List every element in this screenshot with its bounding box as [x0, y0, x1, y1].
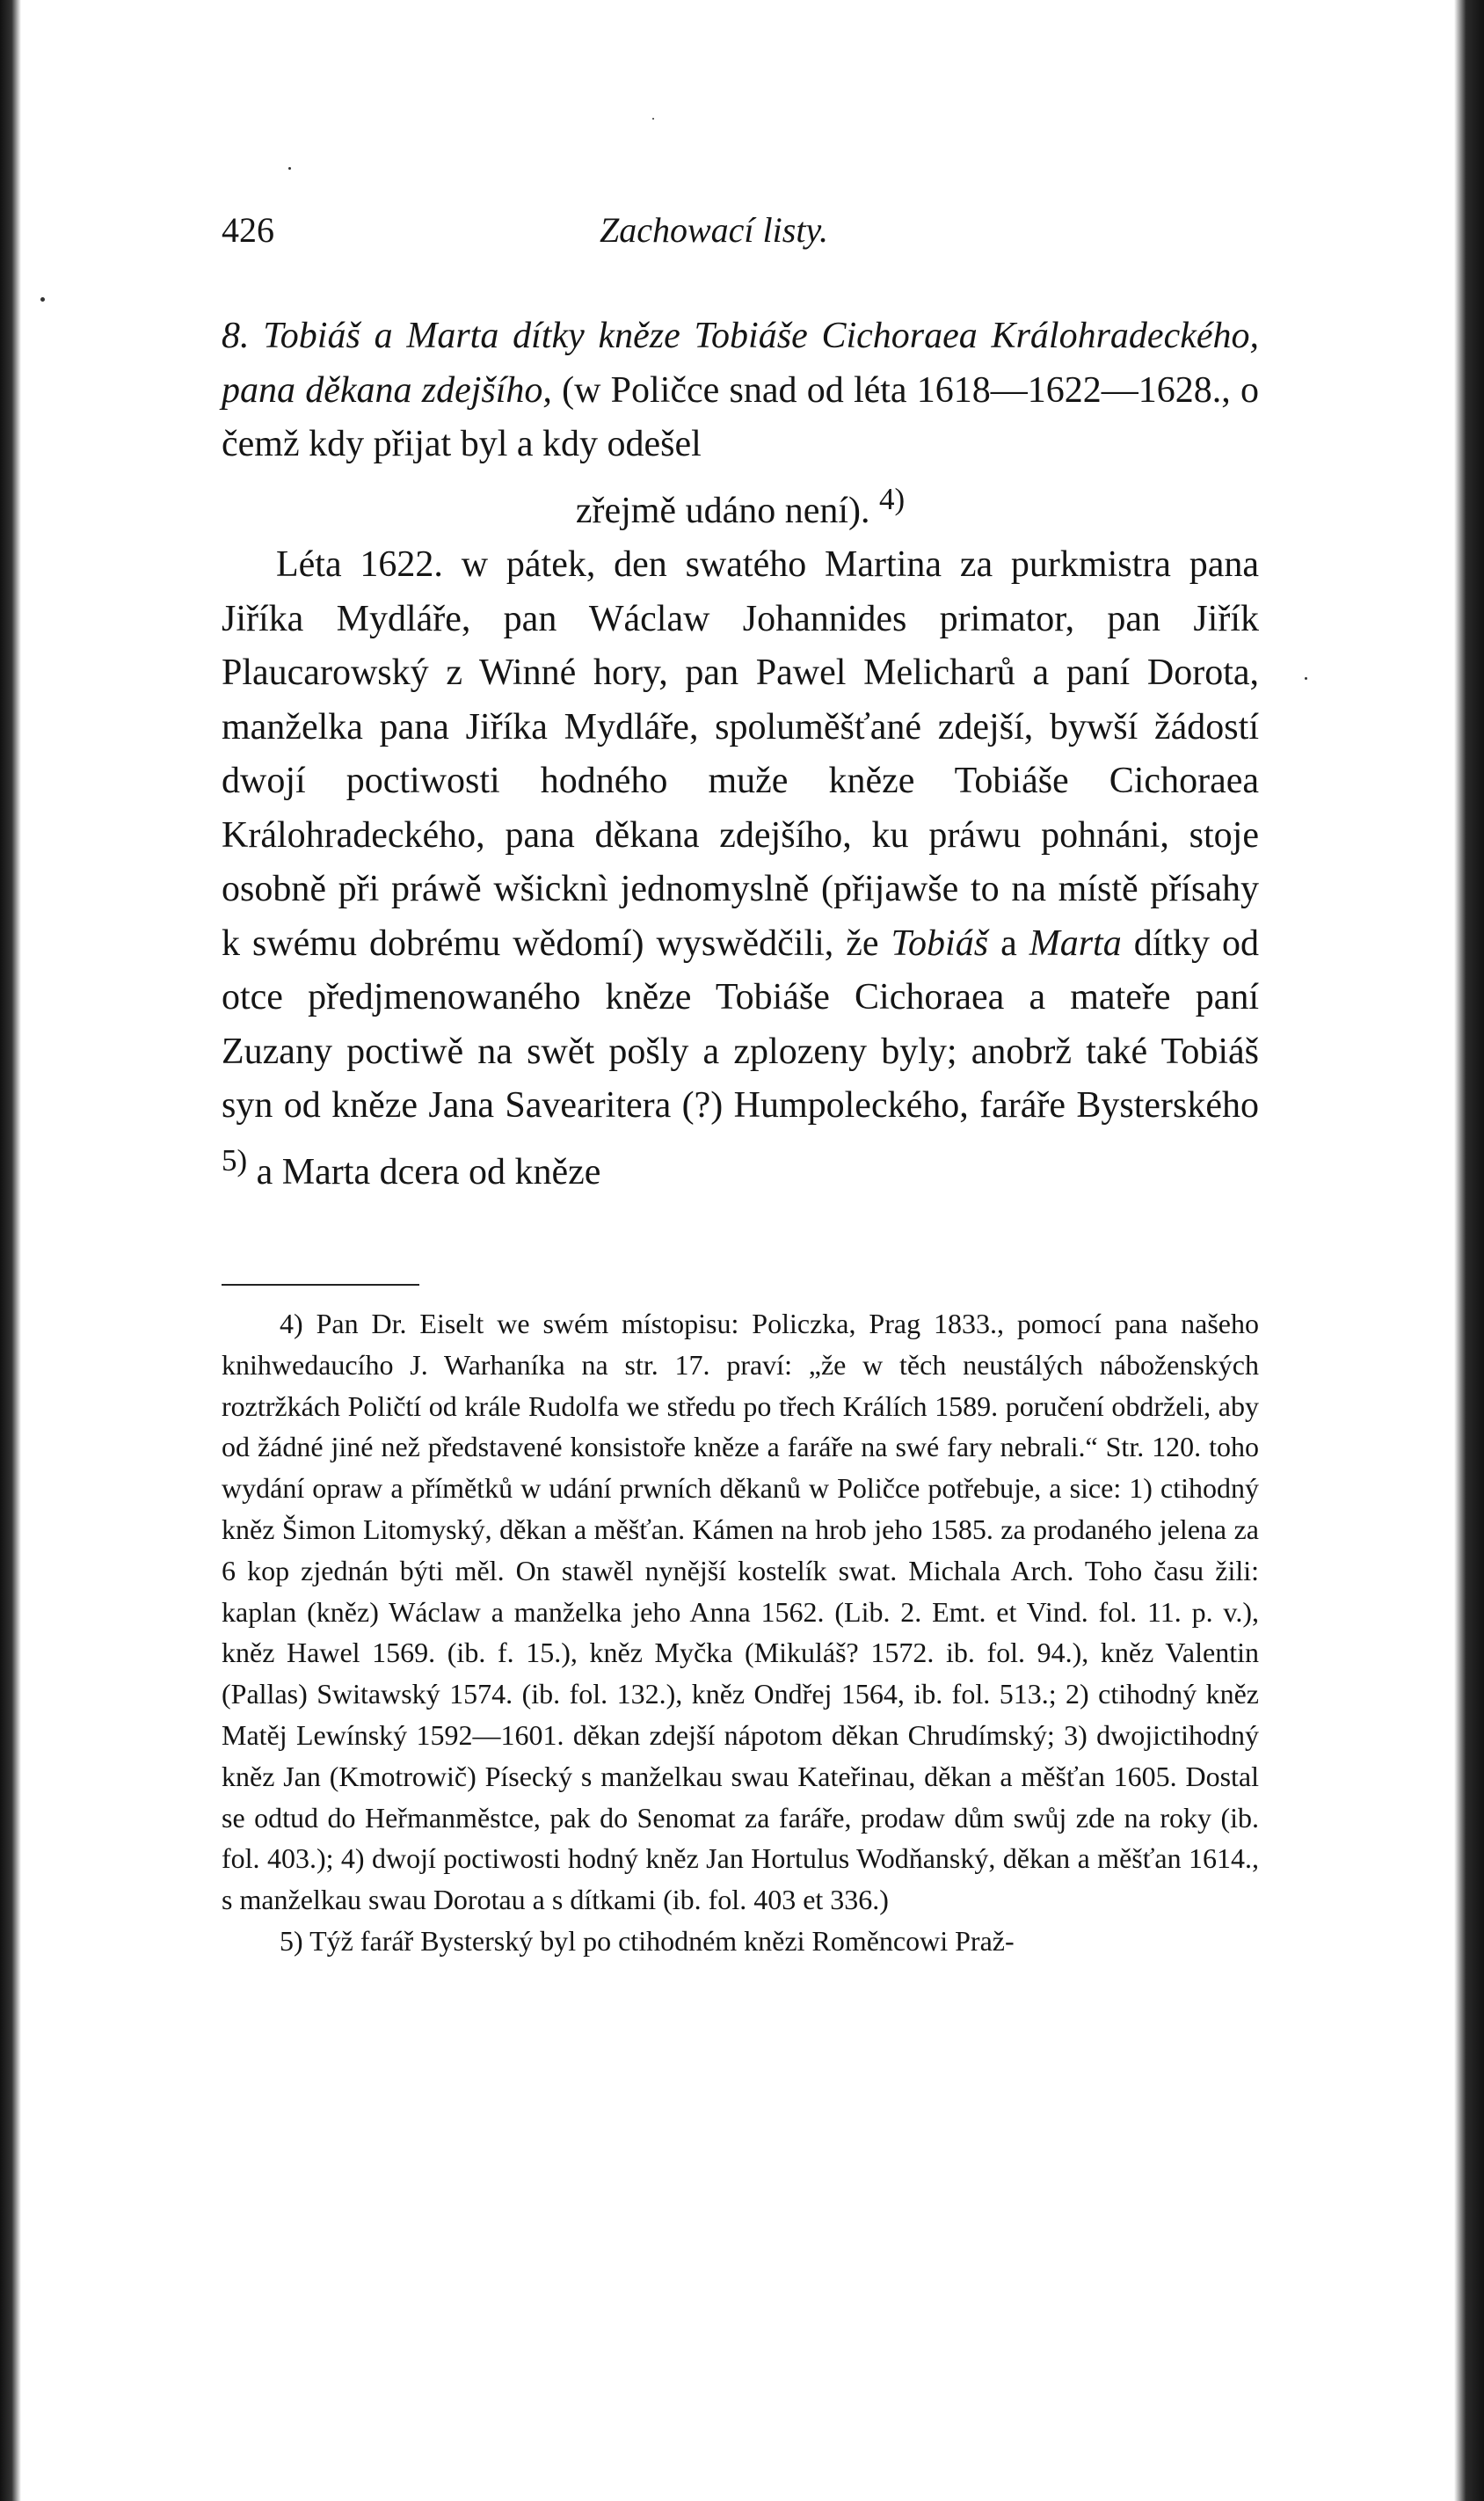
- scan-speck: [40, 297, 45, 302]
- scan-edge-left: [0, 0, 21, 2501]
- footnote-separator: [222, 1284, 419, 1286]
- footnote-5: 5) Týž farář Bysterský byl po ctihodném knězi Roměncowi Praž-: [280, 1924, 1015, 1957]
- entry-title-note: (w Poličce snad od léta 1618—1622—1628., o čemž kdy přijat byl a kdy odešel: [222, 369, 1260, 464]
- scan-edge-right: [1454, 0, 1484, 2501]
- running-title: Zachowací listy.: [600, 210, 828, 250]
- body-part-1: Léta 1622. w pátek, den swatého Martina za purkmistra pana Jiříka Mydláře, pan Wáclaw Johannides primator, pan Jiřík Plaucarowský z Winné hory, pan Pawel Melicharů a paní Dorota, manželka pana Jiříka Mydláře, spoluměšťané zdejší, bywší žádostí dwojí poctiwosti hodného muže kněze Tobiáše Cichoraea Králohradeckého, pana děkana zdejšího, ku práwu pohnáni, stoje osobně při práwě wšicknì jednomyslně (přijawše to na místě přísahy k swému dobrému wědomí) wyswědčili, že: [222, 544, 1259, 964]
- entry-title: Tobiáš a Marta dítky kněze Tobiáše Cichoraea Králohradeckého, pana děkana zdejšího: [222, 316, 1259, 411]
- entry-title-note-end: zřejmě udáno není).: [575, 490, 870, 531]
- body-conjunction: a: [1000, 922, 1017, 964]
- footnote-ref-4: 4): [879, 481, 906, 516]
- footnote-4: 4) Pan Dr. Eiselt we swém místopisu: Policzka, Prag 1833., pomocí pana našeho knihwedaucího J. Warhaníka na str. 17. praví: „že w těch neustálých náboženských roztržkách Poličtí od krále Rudolfa we středu po třech Králích 1589. poručení obdrželi, aby od žádné jiné než představené konsistoře kněze a faráře na swé fary nebrali.“ Str. 120. toho wydání opraw a přímětků w udání prwních děkanů w Poličce potřebuje, a sice: 1) ctihodný kněz Šimon Litomyský, děkan a měšťan. Kámen na hrob jeho 1585. za prodaného jelena za 6 kop zjednán býti měl. On stawěl nynější kostelík swat. Michala Arch. Toho času žili: kaplan (kněz) Wáclaw a manželka jeho Anna 1562. (Lib. 2. Emt. et Vind. fol. 11. p. v.), kněz Hawel 1569. (ib. f. 15.), kněz Myčka (Mikuláš? 1572. ib. fol. 94.), kněz Valentin (Pallas) Switawský 1574. (ib. fol. 132.), kněz Ondřej 1564, ib. fol. 513.; 2) ctihodný kněz Matěj Lewínský 1592—1601. děkan zdejší nápotom děkan Chrudímský; 3) dwojictihodný kněz Jan (Kmotrowič) Písecký s manželkau swau Kateřinau, děkan a měšťan 1605. Dostal se odtud do Heřmanměstce, pak do Senomat za faráře, prodaw dům swůj zde na roky (ib. fol. 403.); 4) dwojí poctiwosti hodný kněz Jan Hortulus Wodňanský, děkan a měšťan 1614., s manželkau swau Dorotau a s dítkami (ib. fol. 403 et 336.): [222, 1308, 1259, 1916]
- page-header: [222, 209, 1259, 262]
- main-text: [222, 310, 1259, 1199]
- footnotes: [222, 1303, 1259, 1962]
- body-part-3: a Marta dcera od kněze: [256, 1151, 601, 1192]
- document-page: [222, 0, 1259, 2501]
- body-paragraph: [222, 538, 1259, 1199]
- scan-speck: [1305, 677, 1307, 680]
- entry-heading: 8. Tobiáš a Marta dítky kněze Tobiáše Cichoraea Králohradeckého, pana děkana zdejšího, (w Poličce snad od léta 1618—1622—1628., o čemž kdy přijat byl a kdy odešel zřejmě udáno není). $^{4)}$: [222, 316, 1260, 531]
- entry-number: 8.: [222, 316, 250, 356]
- body-name-marta: Marta: [1029, 922, 1122, 964]
- body-part-2: dítky od otce předjmenowaného kněze Tobiáše Cichoraea a mateře paní Zuzany poctiwě na swět pošly a zplozeny byly; anobrž také Tobiáš syn od kněze Jana Savearitera (?) Humpoleckého, faráře Bysterského: [222, 922, 1260, 1126]
- footnote-ref-5: 5): [222, 1142, 248, 1178]
- body-name-tobias: Tobiáš: [891, 922, 989, 964]
- page-number: 426: [222, 210, 274, 250]
